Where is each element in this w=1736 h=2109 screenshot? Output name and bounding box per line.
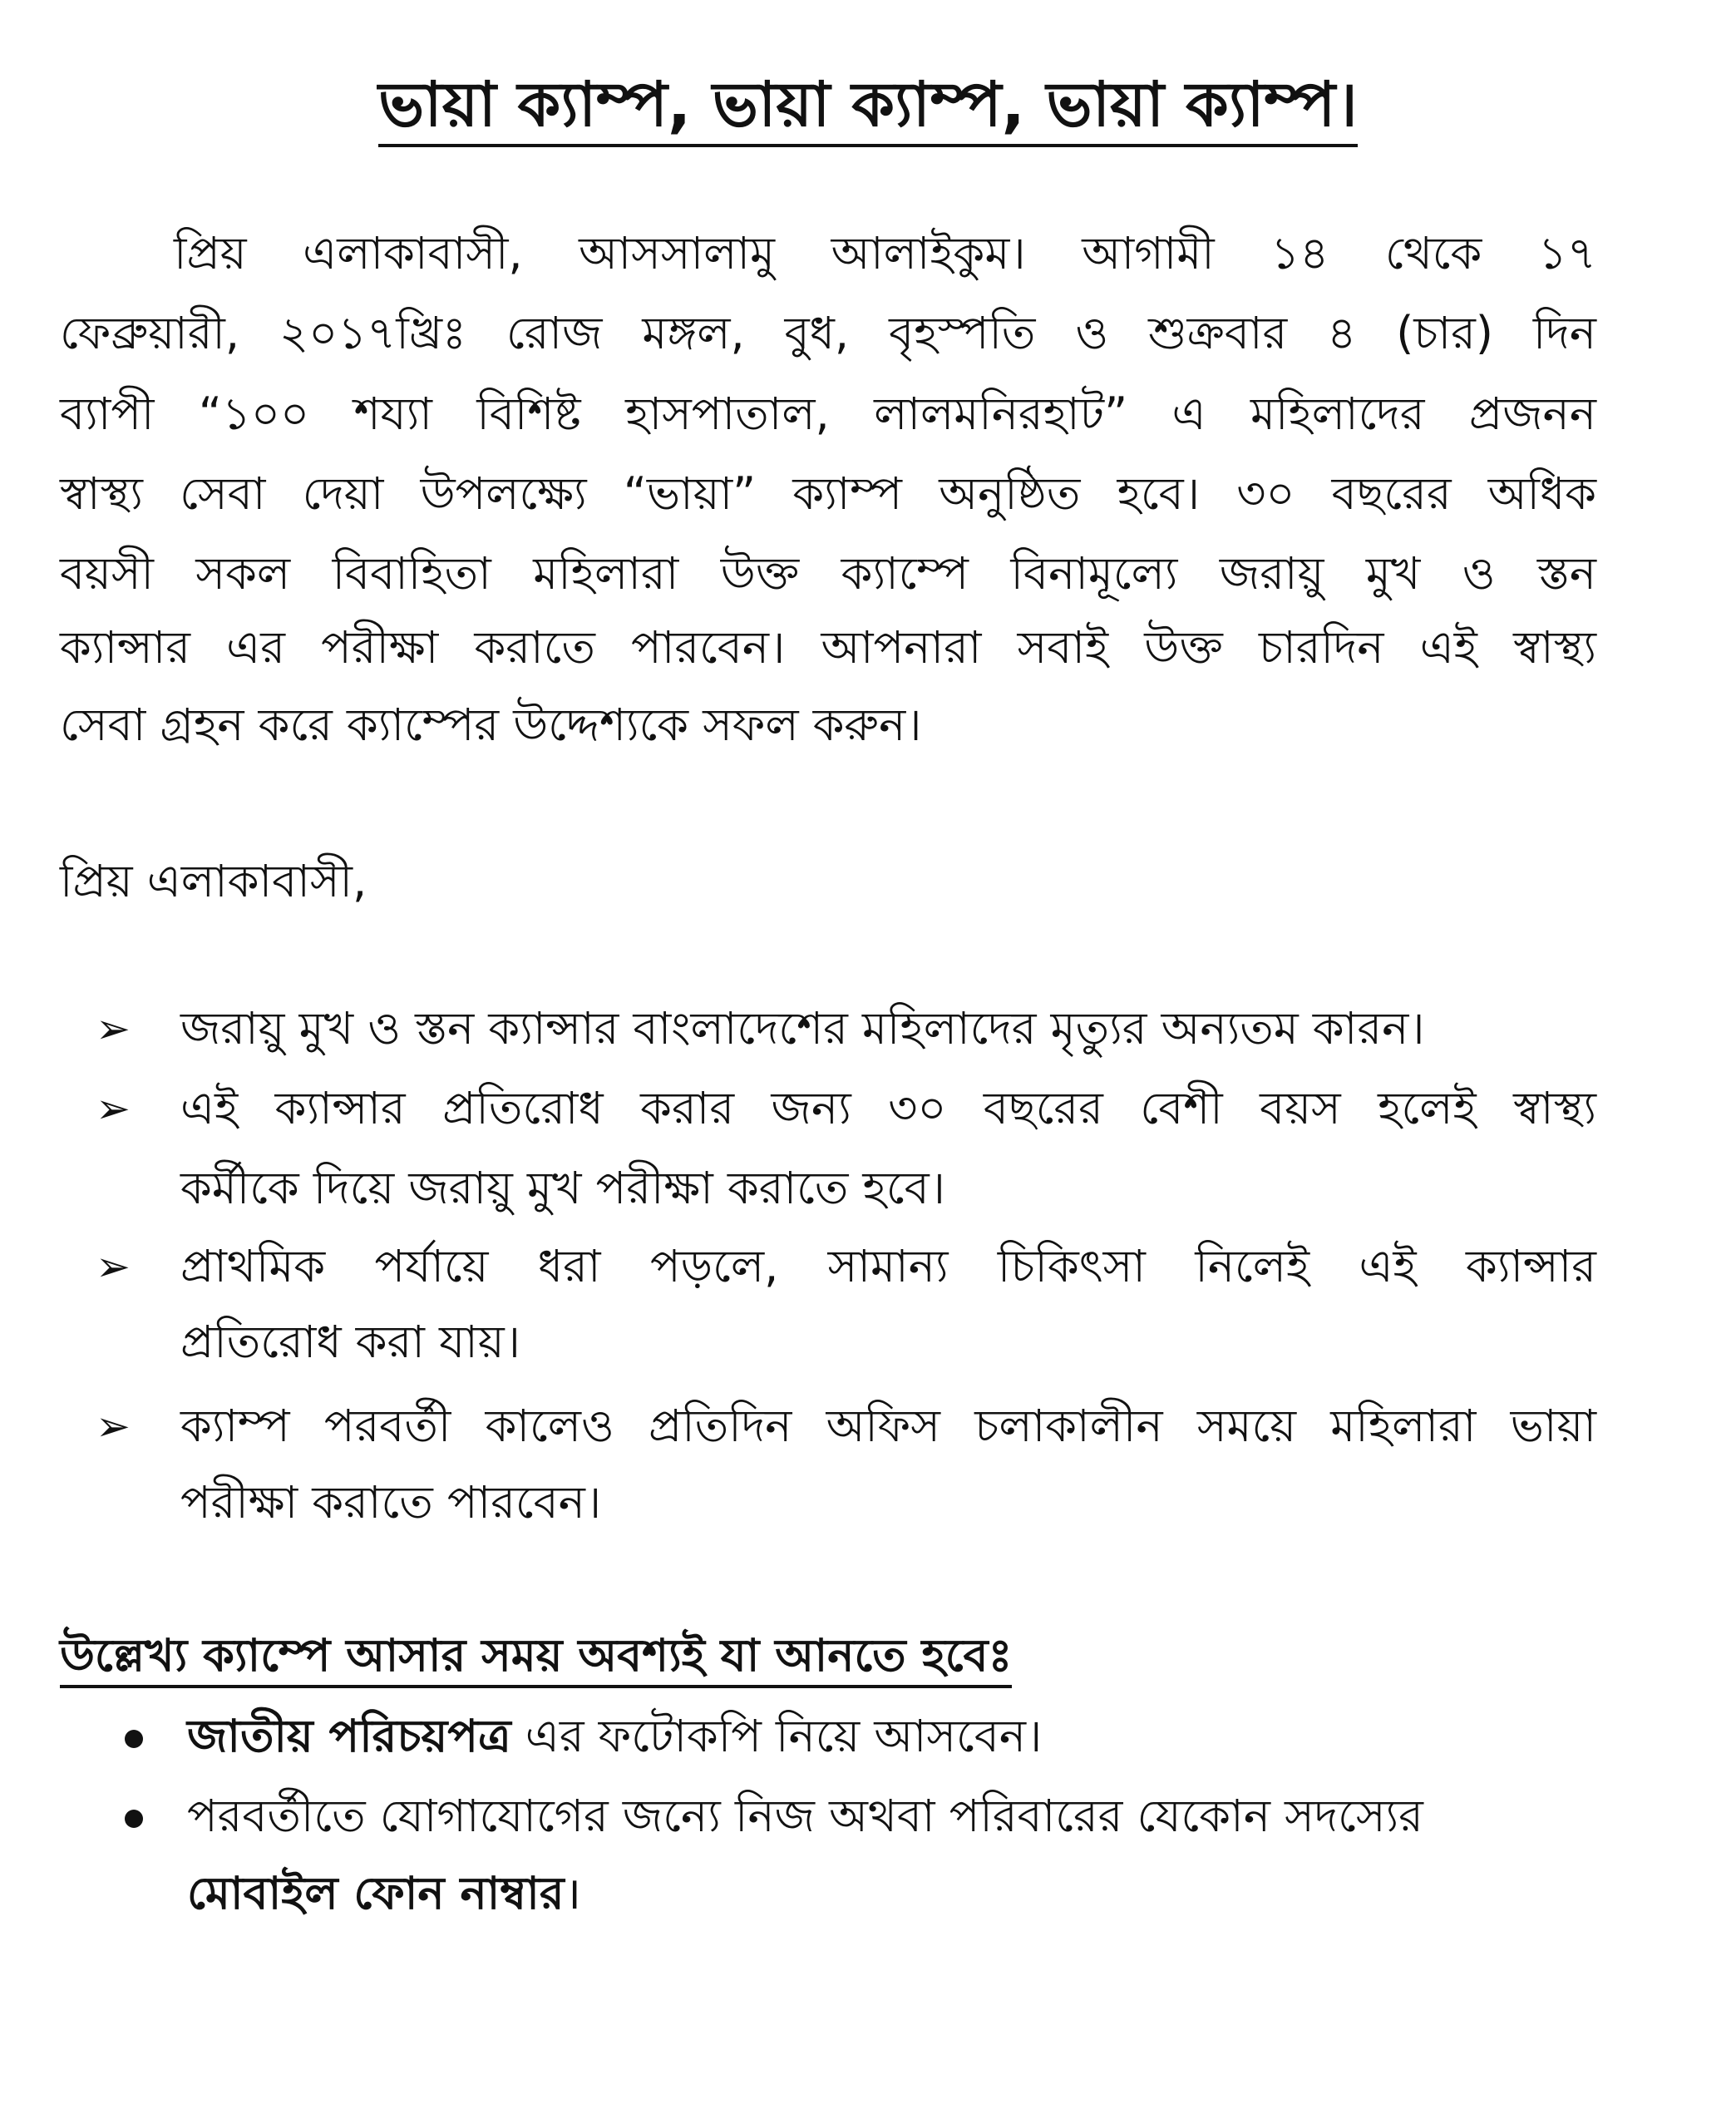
- intro-line: প্রিয় এলাকাবাসী, আসসালামু আলাইকুম। আগামী ১৪ থেকে ১৭: [174, 227, 1596, 279]
- arrow-bullet-icon: ➢: [96, 1242, 131, 1291]
- requirements-heading: উল্লেখ্য ক্যাম্পে আসার সময় অবশ্যই যা আনতে হবেঃ: [60, 1627, 1012, 1688]
- intro-line: স্বাস্থ্য সেবা দেয়া উপলক্ষ্যে “ভায়া” ক্যাম্প অনুষ্ঠিত হবে। ৩০ বছরের অধিক: [60, 467, 1596, 520]
- intro-line: ফেব্রুয়ারী, ২০১৭খ্রিঃ রোজ মঙ্গল, বুধ, বৃহস্পতি ও শুক্রবার ৪ (চার) দিন: [60, 307, 1596, 359]
- arrow-point-line: জরায়ু মুখ ও স্তন ক্যান্সার বাংলাদেশের মহিলাদের মৃত্যুর অন্যতম কারন।: [180, 1002, 1425, 1054]
- arrow-bullet-icon: ➢: [96, 1084, 131, 1133]
- requirement-suffix: ।: [564, 1867, 581, 1919]
- arrow-point-line: কর্মীকে দিয়ে জরায়ু মুখ পরীক্ষা করাতে হবে।: [180, 1162, 945, 1214]
- arrow-point-line: এই ক্যান্সার প্রতিরোধ করার জন্য ৩০ বছরের বেশী বয়স হলেই স্বাস্থ্য: [180, 1082, 1596, 1134]
- bullet-dot-icon: [125, 1730, 143, 1748]
- arrow-bullet-icon: ➢: [96, 1402, 131, 1450]
- bullet-dot-icon: [125, 1810, 143, 1828]
- requirement-bold: জাতীয় পরিচয়পত্র: [187, 1710, 511, 1762]
- arrow-point-line: ক্যাম্প পরবর্তী কালেও প্রতিদিন অফিস চলাকালীন সময়ে মহিলারা ভায়া: [180, 1400, 1596, 1452]
- document-title: ভায়া ক্যাম্প, ভায়া ক্যাম্প, ভায়া ক্যাম্প।: [0, 58, 1736, 161]
- requirement-bold: মোবাইল ফোন নাম্বার: [187, 1867, 565, 1919]
- requirement-item: পরবর্তীতে যোগাযোগের জন্যে নিজ অথবা পরিবারের যেকোন সদস্যের: [187, 1790, 1423, 1842]
- intro-line: বয়সী সকল বিবাহিতা মহিলারা উক্ত ক্যাম্পে বিনামূল্যে জরায়ু মুখ ও স্তন: [60, 547, 1596, 600]
- intro-line: ব্যাপী “১০০ শয্যা বিশিষ্ট হাসপাতাল, লালমনিরহাট” এ মহিলাদের প্রজনন: [60, 388, 1596, 440]
- arrow-point-line: প্রতিরোধ করা যায়।: [180, 1316, 520, 1368]
- requirement-item: [187, 1707, 1042, 1766]
- requirement-item-cont: [187, 1865, 581, 1923]
- requirement-text: এর ফটোকপি নিয়ে আসবেন।: [510, 1710, 1043, 1762]
- arrow-point-line: পরীক্ষা করাতে পারবেন।: [180, 1476, 602, 1529]
- salutation: প্রিয় এলাকাবাসী,: [60, 855, 367, 907]
- arrow-point-line: প্রাথমিক পর্যায়ে ধরা পড়লে, সামান্য চিকিৎসা নিলেই এই ক্যান্সার: [180, 1240, 1596, 1292]
- intro-line: ক্যান্সার এর পরীক্ষা করাতে পারবেন। আপনারা সবাই উক্ত চারদিন এই স্বাস্থ্য: [60, 621, 1596, 674]
- arrow-bullet-icon: ➢: [96, 1005, 131, 1053]
- intro-line: সেবা গ্রহন করে ক্যাম্পের উদ্দেশ্যকে সফল করুন।: [60, 699, 922, 751]
